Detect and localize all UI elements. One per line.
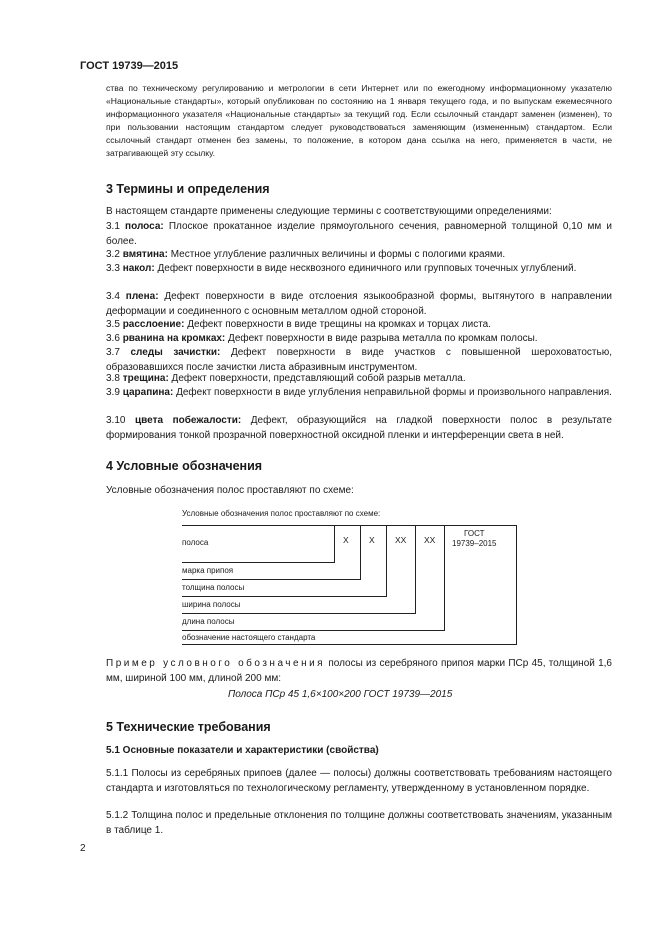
term-name: плена: <box>125 291 159 302</box>
diagram-code-4: XX <box>424 535 436 545</box>
term-3-9 <box>106 386 612 401</box>
term-name: рванина на кромках: <box>122 333 226 344</box>
term-name: накол: <box>122 263 155 274</box>
term-definition: Дефект поверхности в виде отслоения языкообразной формы, вытянутого в направлении деформации и соединенного с основным металлом одной стороной. <box>106 291 612 317</box>
term-number: 3.7 <box>106 347 120 358</box>
term-number: 3.1 <box>106 221 120 232</box>
intro-paragraph: ства по техническому регулированию и метрологии в сети Интернет или по ежегодному информационному указателю «Национальные стандарты», который опубликован по состоянию на 1 января текущего года, и по выпускам ежемесячного информационного указателя «Национальные стандарты» за текущий год. Если ссылочный стандарт заменен (изменен), то при пользовании настоящим стандартом следует руководствоваться заменяющим (измененным) стандартом. Если ссылочный стандарт отменен без замены, то положение, в котором дана ссылка на него, применяется в части, не затрагивающей эту ссылку. <box>106 83 612 158</box>
diagram-std-line1: ГОСТ <box>464 529 485 538</box>
term-name: трещина: <box>122 373 169 384</box>
term-definition: Дефект поверхности в виде трещины на кромках и торцах листа. <box>184 319 492 330</box>
paragraph-5-1-1: 5.1.1 Полосы из серебряных припоев (далее — полосы) должны соответствовать требованиям настоящего стандарта и изготовляться по технологическому регламенту, утвержденному в установленном порядке. <box>106 768 612 794</box>
term-3-3 <box>106 262 612 277</box>
section-4-lead: Условные обозначения полос проставляют по схеме: <box>106 485 354 496</box>
term-name: полоса: <box>125 221 164 232</box>
term-name: расслоение: <box>122 319 185 330</box>
term-name: вмятина: <box>122 249 168 260</box>
term-definition: Дефект поверхности в виде несквозного единичного или групповых точечных углублений. <box>154 263 577 274</box>
term-number: 3.5 <box>106 319 120 330</box>
diagram-label-solder-grade: марка припоя <box>182 566 234 575</box>
diagram-label-standard: обозначение настоящего стандарта <box>182 633 316 642</box>
subsection-5-1-title: 5.1 Основные показатели и характеристики (свойства) <box>106 745 379 756</box>
diagram-label-length: длина полосы <box>182 617 235 626</box>
example-text: полосы из серебряного припоя марки ПСр 45, толщиной 1,6 мм, шириной 100 мм, длиной 200 мм: <box>106 658 612 684</box>
term-3-10 <box>106 414 612 443</box>
paragraph-5-1-2: 5.1.2 Толщина полос и предельные отклонения по толщине должны соответствовать значениям, указанным в таблице 1. <box>106 810 612 836</box>
term-name: следы зачистки: <box>130 347 221 358</box>
diagram-std-line2: 19739–2015 <box>452 539 497 548</box>
designation-diagram <box>182 505 517 645</box>
section-3-title: 3 Термины и определения <box>106 182 270 196</box>
term-number: 3.3 <box>106 263 120 274</box>
page-number: 2 <box>80 843 86 854</box>
term-3-1 <box>106 220 612 249</box>
term-definition: Дефект поверхности в виде углубления неправильной формы и произвольного направления. <box>173 387 612 398</box>
term-number: 3.6 <box>106 333 120 344</box>
diagram-code-2: X <box>369 535 375 545</box>
term-name: царапина: <box>122 387 174 398</box>
term-definition: Дефект поверхности, представляющий собой разрыв металла. <box>168 373 466 384</box>
diagram-title: Условные обозначения полос проставляют по схеме: <box>182 509 381 518</box>
term-definition: Дефект поверхности в виде разрыва металла по кромкам полосы. <box>225 333 538 344</box>
term-number: 3.8 <box>106 373 120 384</box>
term-3-2 <box>106 248 612 263</box>
term-3-8 <box>106 372 612 387</box>
diagram-label-thickness: толщина полосы <box>182 583 245 592</box>
section-5-title: 5 Технические требования <box>106 720 271 734</box>
diagram-code-3: XX <box>395 535 407 545</box>
term-number: 3.10 <box>106 415 126 426</box>
term-name: цвета побежалости: <box>135 415 242 426</box>
example-paragraph <box>106 657 612 686</box>
term-number: 3.9 <box>106 387 120 398</box>
diagram-label-width: ширина полосы <box>182 600 241 609</box>
term-3-5 <box>106 318 612 333</box>
term-number: 3.4 <box>106 291 120 302</box>
diagram-label-strip: полоса <box>182 538 209 547</box>
term-definition: Местное углубление различных величины и формы с пологими краями. <box>167 249 506 260</box>
term-3-7 <box>106 346 612 375</box>
example-formula: Полоса ПСр 45 1,6×100×200 ГОСТ 19739—2015 <box>228 689 453 700</box>
example-word: Пример условного обозначения <box>106 658 326 669</box>
section-3-lead: В настоящем стандарте применены следующие термины с соответствующими определениями: <box>106 206 552 217</box>
term-definition: Дефект поверхности в виде участков с повышенной шероховатостью, образовавшихся после зачистки листа абразивным инструментом. <box>106 347 612 373</box>
term-3-6 <box>106 332 612 347</box>
diagram-code-1: X <box>343 535 349 545</box>
term-definition: Плоское прокатанное изделие прямоугольного сечения, равномерной толщиной 0,10 мм и более. <box>106 221 612 247</box>
term-number: 3.2 <box>106 249 120 260</box>
term-3-4 <box>106 290 612 319</box>
section-4-title: 4 Условные обозначения <box>106 459 263 473</box>
document-header: ГОСТ 19739—2015 <box>80 60 179 72</box>
term-definition: Дефект, образующийся на гладкой поверхности полос в результате формирования тонкой прозрачной поверхностной оксидной пленки и интерференции света в ней. <box>106 415 612 441</box>
